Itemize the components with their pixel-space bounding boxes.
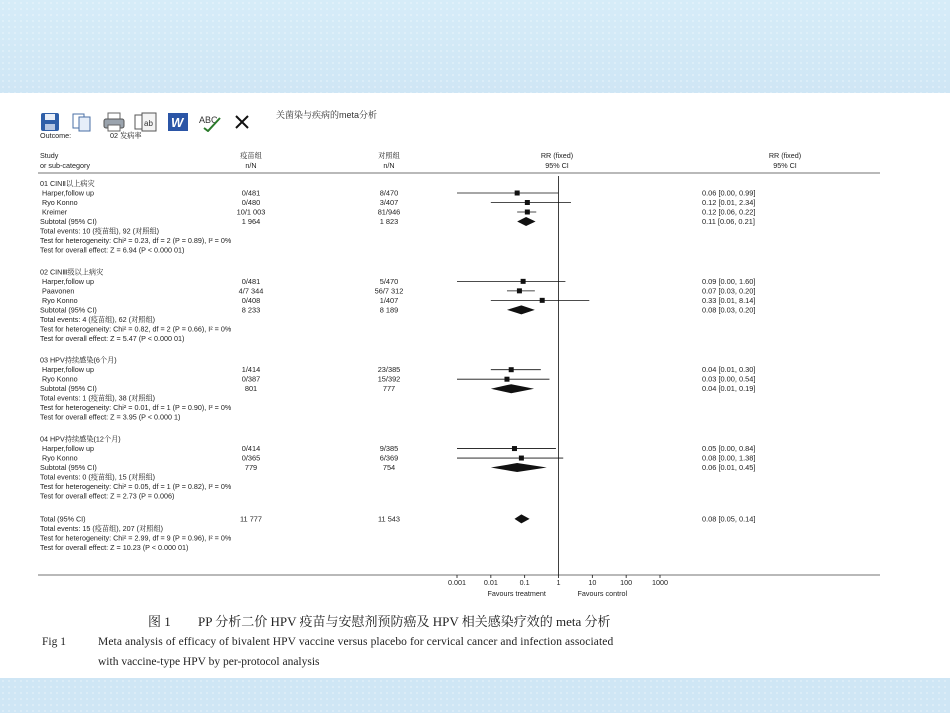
group-note: Test for heterogeneity: Chi² = 0.82, df = 2 (P = 0.66), I² = 0% [40,324,232,334]
group-note: Test for overall effect: Z = 5.47 (P < 0.000 01) [40,333,185,343]
study-vaccine-count: 10/1 003 [236,207,266,217]
total-note: Total events: 15 (疫苗组), 207 (对照组) [40,523,164,533]
study-vaccine-count: 0/387 [241,374,261,384]
study-rr-ci: 0.03 [0.00, 0.54] [702,374,756,384]
subtotal-diamond [491,463,547,472]
subtotal-label: Subtotal (95% CI) [40,384,97,394]
total-rr-ci: 0.08 [0.05, 0.14] [702,514,756,524]
header-study: Study [40,151,59,160]
caption-cn-text: PP 分析二价 HPV 疫苗与安慰剂预防癌及 HPV 相关感染疗效的 meta 分析 [198,614,611,629]
study-point [519,456,524,461]
x-tick-label: 1 [556,578,561,587]
study-name: Kreimer [42,207,68,217]
subtotal-vaccine-total: 8 233 [241,305,261,315]
study-name: Paavonen [42,286,75,296]
study-control-count: 56/7 312 [374,286,404,296]
study-vaccine-count: 0/481 [241,276,261,286]
study-point [517,288,522,293]
group-title: 03 HPV持续感染(6个月) [40,355,117,365]
study-control-count: 8/470 [379,188,399,198]
study-vaccine-count: 0/414 [241,444,261,454]
study-control-count: 9/385 [379,444,399,454]
subtotal-vaccine-total: 779 [244,463,258,473]
total-label: Total (95% CI) [40,514,86,524]
study-name: Ryo Konno [42,374,78,384]
caption-en-label: Fig 1 [42,636,66,648]
study-control-count: 81/946 [377,207,401,217]
study-point [525,200,530,205]
subtotal-control-total: 1 823 [379,217,399,226]
group-note: Total events: 10 (疫苗组), 92 (对照组) [40,226,160,236]
total-note: Test for overall effect: Z = 10.23 (P < 0.000 01) [40,542,189,552]
study-vaccine-count: 1/414 [241,365,261,375]
subtotal-diamond [491,384,534,393]
study-vaccine-count: 0/480 [241,198,261,207]
study-control-count: 23/385 [377,365,401,375]
group-note: Test for heterogeneity: Chi² = 0.01, df = 1 (P = 0.90), I² = 0% [40,403,232,413]
total-note: Test for heterogeneity: Chi² = 2.99, df = 9 (P = 0.96), I² = 0% [40,533,232,543]
group-title: 02 CINⅢ级以上病灾 [40,267,104,277]
total-control: 11 543 [377,514,401,524]
study-rr-ci: 0.33 [0.01, 8.14] [702,295,756,305]
study-rr-ci: 0.04 [0.01, 0.30] [702,365,756,375]
study-name: Harper,follow up [42,188,94,198]
study-rr-ci: 0.07 [0.03, 0.20] [702,286,756,296]
study-rr-ci: 0.12 [0.01, 2.34] [702,198,756,207]
study-vaccine-count: 4/7 344 [238,286,264,296]
study-control-count: 15/392 [377,374,401,384]
window-title: 关菌染与疾病的meta分析 [276,110,378,120]
group-title: 01 CINⅡ以上病灾 [40,179,95,188]
header-rr-value-sub: 95% CI [773,161,797,170]
caption-cn-label: 图 1 [148,614,171,629]
study-point [504,377,509,382]
study-point [515,191,520,196]
subtotal-rr-ci: 0.08 [0.03, 0.20] [702,305,756,315]
header-control-sub: n/N [383,161,395,170]
total-vaccine: 11 777 [239,514,263,524]
caption-en-line2: with vaccine-type HPV by per-protocol analysis [98,656,320,668]
study-name: Harper,follow up [42,444,94,454]
group-note: Test for overall effect: Z = 3.95 (P < 0.000 1) [40,412,181,422]
study-control-count: 3/407 [379,198,399,207]
group-note: Test for overall effect: Z = 6.94 (P < 0.000 01) [40,245,185,255]
subtotal-rr-ci: 0.04 [0.01, 0.19] [702,384,756,394]
subtotal-label: Subtotal (95% CI) [40,305,97,315]
group-note: Total events: 4 (疫苗组), 62 (对照组) [40,314,156,324]
study-point [509,367,514,372]
study-rr-ci: 0.05 [0.00, 0.84] [702,444,756,454]
subtotal-label: Subtotal (95% CI) [40,217,97,226]
subtotal-diamond [517,217,535,226]
x-tick-label: 0.01 [483,578,498,587]
x-tick-label: 10 [588,578,597,587]
subtotal-vaccine-total: 1 964 [241,217,261,226]
group-note: Total events: 0 (疫苗组), 15 (对照组) [40,472,156,482]
study-name: Harper,follow up [42,365,94,375]
study-rr-ci: 0.09 [0.00, 1.60] [702,276,756,286]
subtotal-diamond [507,305,535,314]
study-control-count: 1/407 [379,295,399,305]
svg-text:ab: ab [144,119,153,128]
x-tick-label: 1000 [652,578,668,587]
subtotal-label: Subtotal (95% CI) [40,463,97,473]
header-rr-value: RR (fixed) [768,151,802,160]
header-vaccine-sub: n/N [245,161,257,170]
study-rr-ci: 0.06 [0.00, 0.99] [702,188,756,198]
header-rr-sub: 95% CI [545,161,569,170]
total-diamond [514,514,529,523]
svg-text:W: W [171,115,184,130]
group-note: Test for overall effect: Z = 2.73 (P = 0.006) [40,491,175,501]
header-vaccine: 疫苗组 [240,151,262,160]
study-point [525,210,530,215]
subtotal-rr-ci: 0.06 [0.01, 0.45] [702,463,756,473]
favours-treatment-label: Favours treatment [487,589,546,598]
group-note: Test for heterogeneity: Chi² = 0.23, df = 2 (P = 0.89), I² = 0% [40,236,232,245]
svg-text:ABC: ABC [199,115,218,125]
study-point [540,298,545,303]
caption-en-line1: Meta analysis of efficacy of bivalent HPV vaccine versus placebo for cervical cancer and infection associated [98,636,614,648]
study-rr-ci: 0.08 [0.00, 1.38] [702,453,756,463]
outcome-value: 02 发病率 [110,131,142,140]
study-rr-ci: 0.12 [0.06, 0.22] [702,207,756,217]
favours-control-label: Favours control [577,589,628,598]
subtotal-control-total: 754 [382,463,396,473]
subtotal-vaccine-total: 801 [244,384,258,394]
study-vaccine-count: 0/365 [241,453,261,463]
study-vaccine-count: 0/481 [241,188,261,198]
x-tick-label: 0.001 [448,578,466,587]
x-tick-label: 0.1 [519,578,530,587]
header-control: 对照组 [378,151,400,160]
subtotal-rr-ci: 0.11 [0.06, 0.21] [702,217,755,226]
study-point [521,279,526,284]
subtotal-control-total: 777 [382,384,396,394]
header-rr: RR (fixed) [540,151,574,160]
study-control-count: 6/369 [379,453,399,463]
study-name: Ryo Konno [42,453,78,463]
header-subcategory: or sub-category [40,161,90,170]
study-name: Ryo Konno [42,198,78,207]
x-tick-label: 100 [620,578,633,587]
subtotal-control-total: 8 189 [379,305,399,315]
group-note: Test for heterogeneity: Chi² = 0.05, df = 1 (P = 0.82), I² = 0% [40,482,232,492]
outcome-label: Outcome: [40,131,72,140]
study-vaccine-count: 0/408 [241,295,261,305]
study-name: Harper,follow up [42,276,94,286]
group-title: 04 HPV持续感染(12个月) [40,434,121,444]
study-point [512,446,517,451]
study-control-count: 5/470 [379,276,399,286]
study-name: Ryo Konno [42,295,78,305]
group-note: Total events: 1 (疫苗组), 38 (对照组) [40,393,156,403]
